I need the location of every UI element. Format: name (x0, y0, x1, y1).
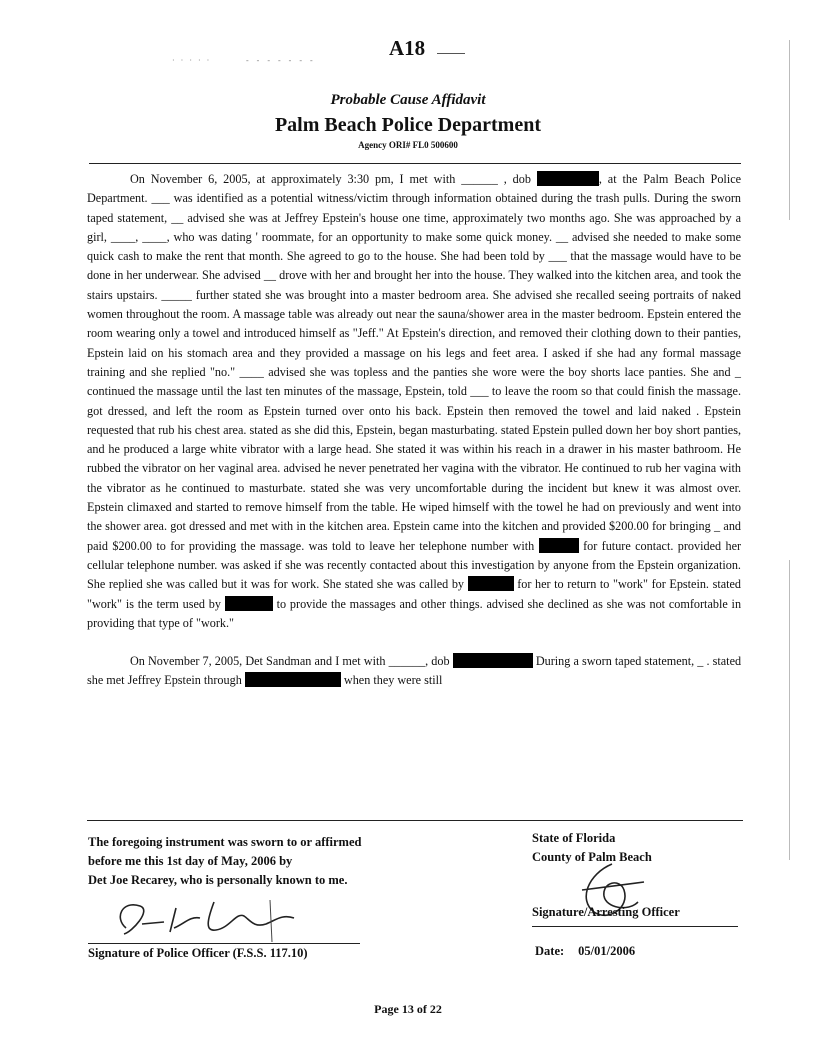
police-signature-line (88, 943, 360, 944)
arresting-officer-label: Signature/Arresting Officer (532, 905, 680, 919)
scan-artifact: · · · · · (172, 56, 212, 65)
state-name: State of Florida (532, 831, 616, 845)
sworn-line-3: Det Joe Recarey, who is personally known to me. (88, 873, 348, 887)
affidavit-body (87, 170, 741, 691)
paragraph-nov-7: On November 7, 2005, Det Sandman and I met with ______, dob During a sworn taped statement, _ . stated she met Jeffrey Epstein through when they were still (87, 654, 742, 688)
page-code-underline (437, 53, 465, 54)
police-signature-label: Signature of Police Officer (F.S.S. 117.10) (88, 946, 308, 960)
date-label: Date: (535, 944, 565, 958)
arresting-officer-line (532, 926, 738, 927)
paragraph-nov-6: On November 6, 2005, at approximately 3:30 pm, I met with ______ , dob , at the Palm Beach Police Department. ___ was identified as a potential witness/victim through information obtained during the trash pulls. During the sworn taped statement, __ advised she was at Jeffrey Epstein's house one time, approximately two months ago. She was approached by a girl, ____, ____, who was dating ' roommate, for an opportunity to make some quick money. __ advised she needed to make some quick cash to make the rent that month. She agreed to go to the house. She had been told by ___ that the massage would have to be done in her underwear. She advised __ drove with her and brought her into the house. They walked into the kitchen area, and took the stairs upstairs. _____ further stated she was brought into a master bedroom area. She advised she recalled seeing portraits of naked women throughout the room. A massage table was already out near the sauna/shower area in the master bedroom. Epstein entered the room wearing only a towel and introduced himself as "Jeff." At Epstein's direction, and removed their clothing down to their panties, Epstein laid on his stomach area and they provided a massage on his legs and feet area. I asked if she had any formal massage training and she replied "no." ____ advised she was topless and the panties she wore were the boy shorts lace panties. She and _ continued the massage until the last ten minutes of the massage, Epstein, told ___ to leave the room so that could finish the massage. got dressed, and left the room as Epstein turned over onto his back. Epstein then removed the towel and laid naked . Epstein requested that rub his chest area. stated as she did this, Epstein, began masturbating. stated Epstein pulled down her boy short panties, and he produced a large white vibrator with a large head. She stated it was within his reach in a drawer in his master bathroom. He rubbed the vibrator on her vaginal area. advised he never penetrated her vagina with the vibrator. He continued to rub her vagina with the vibrator as he continued to masturbate. stated she was very uncomfortable during the incident but knew it was almost over. Epstein climaxed and started to remove himself from the table. He wiped himself with the towel he had on previously and went into the shower area. got dressed and met with in the kitchen area. Epstein came into the kitchen and provided $200.00 for bringing _ and paid $200.00 to for providing the massage. was told to leave her telephone number with for future contact. provided her cellular telephone number. was asked if she was recently contacted about this investigation by anyone from the Epstein organization. She replied she was called but it was for work. She stated she was called by for her to return to "work" for Epstein. stated "work" is the term used by to provide the massages and other things. advised she declined as she was not comfortable in providing that type of "work." (87, 172, 742, 630)
document-subtitle: Probable Cause Affidavit (330, 92, 486, 108)
county-name: County of Palm Beach (532, 850, 652, 864)
scan-edge (789, 560, 790, 860)
redaction-block (468, 576, 514, 591)
sworn-line-2: before me this 1st day of May, 2006 by (88, 854, 293, 868)
sworn-line-1: The foregoing instrument was sworn to or affirmed (88, 835, 362, 849)
footer-divider (87, 820, 743, 821)
department-title: Palm Beach Police Department (274, 114, 542, 136)
redaction-block (537, 171, 599, 186)
redaction-block (225, 596, 273, 611)
redaction-block (539, 538, 579, 553)
scan-artifact: - - - - - - - (246, 56, 316, 65)
page-code: A18 (389, 36, 426, 60)
header-divider (89, 163, 741, 164)
date-value: 05/01/2006 (578, 944, 636, 958)
signature-date (535, 944, 635, 959)
redaction-block (245, 672, 293, 687)
redaction-block (293, 672, 341, 687)
agency-ori: Agency ORI# FL0 500600 (358, 140, 458, 150)
sworn-statement (88, 833, 468, 890)
police-officer-signature (104, 888, 304, 944)
redaction-block (453, 653, 533, 668)
page-number: Page 13 of 22 (374, 1002, 442, 1016)
